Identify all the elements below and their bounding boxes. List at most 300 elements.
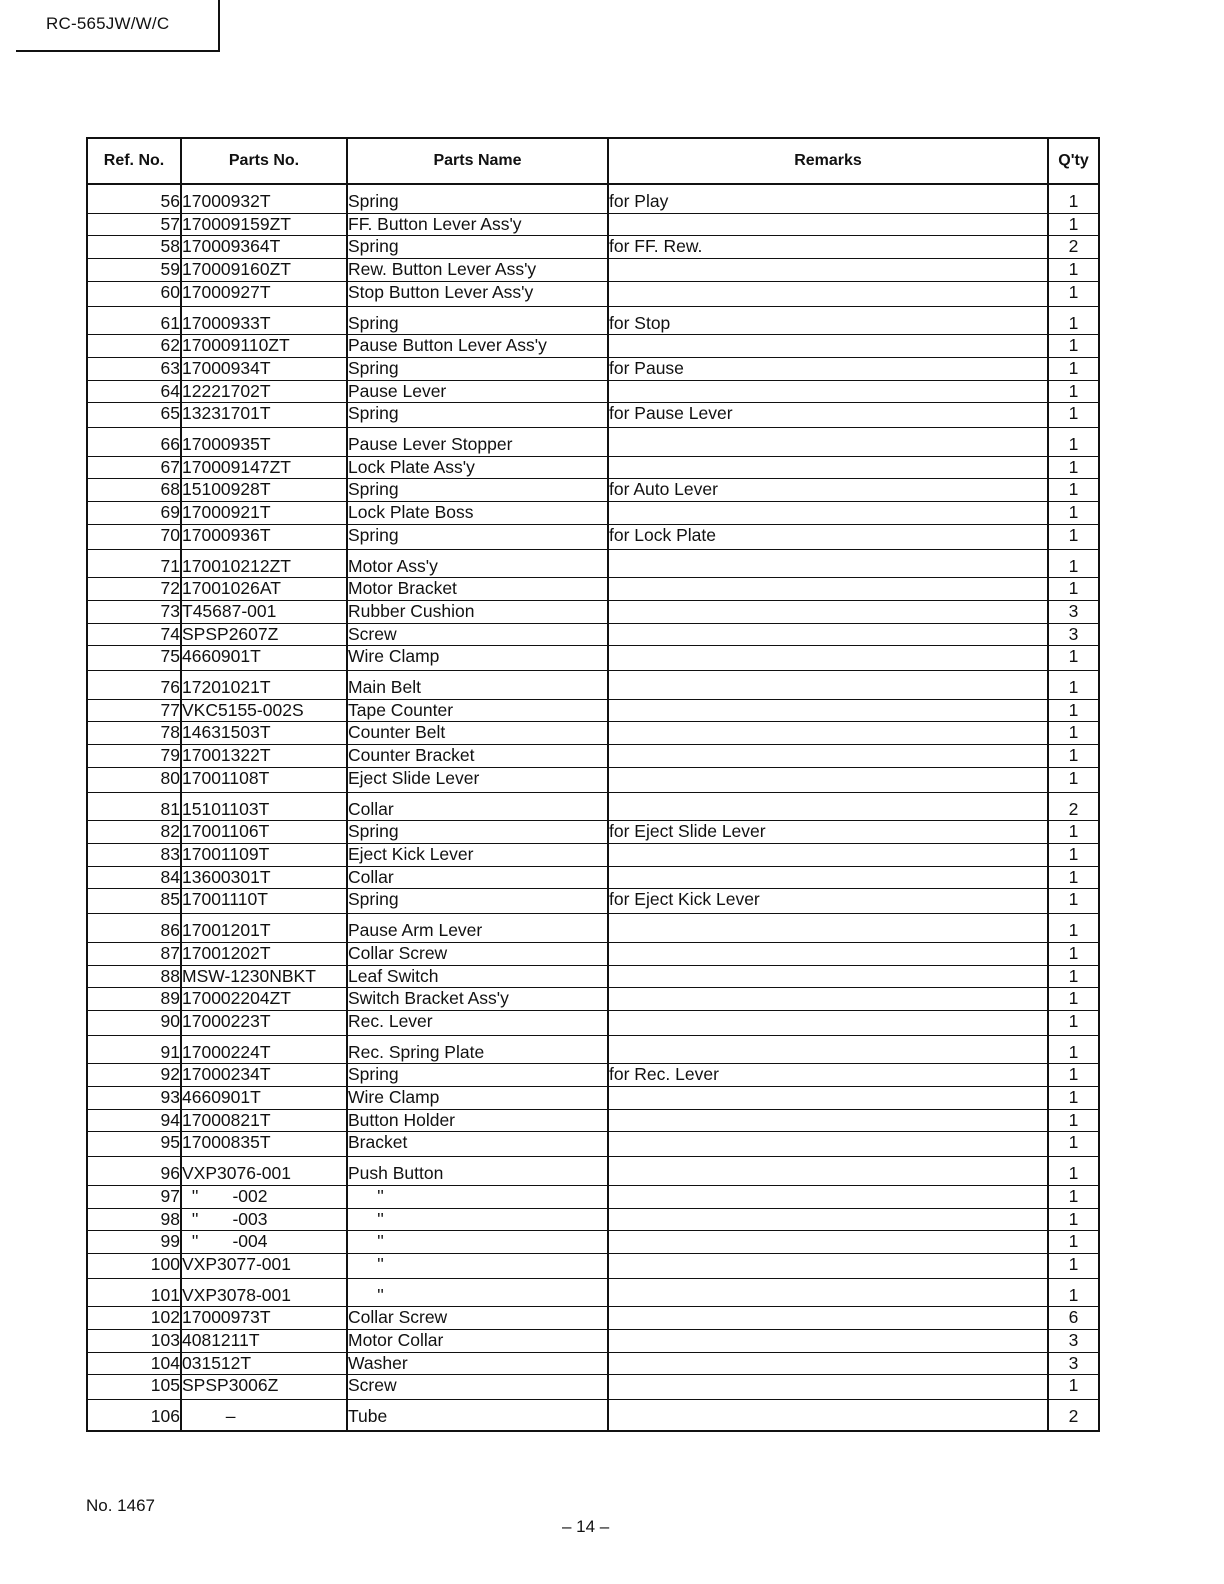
col-header-parts-name: Parts Name xyxy=(347,138,608,184)
cell-remarks xyxy=(608,866,1048,889)
table-row xyxy=(87,306,1099,335)
cell-parts-no: 170009147ZT xyxy=(181,456,347,479)
table-row xyxy=(87,1208,1099,1231)
cell-parts-name: Spring xyxy=(347,184,608,213)
cell-parts-name: Collar Screw xyxy=(347,942,608,965)
cell-ref-no: 89 xyxy=(87,988,181,1011)
cell-qty: 1 xyxy=(1048,745,1099,768)
table-row xyxy=(87,549,1099,578)
cell-parts-name: Screw xyxy=(347,623,608,646)
row-group xyxy=(87,1400,1099,1431)
table-row xyxy=(87,1231,1099,1254)
cell-parts-no: 14631503T xyxy=(181,722,347,745)
cell-parts-no: 170009110ZT xyxy=(181,335,347,358)
cell-ref-no: 56 xyxy=(87,184,181,213)
cell-qty: 1 xyxy=(1048,1278,1099,1307)
cell-parts-name: '' xyxy=(347,1278,608,1307)
cell-ref-no: 92 xyxy=(87,1064,181,1087)
cell-ref-no: 70 xyxy=(87,524,181,549)
cell-parts-name: Screw xyxy=(347,1375,608,1400)
cell-parts-name: Motor Collar xyxy=(347,1330,608,1353)
cell-parts-name: '' xyxy=(347,1231,608,1254)
cell-remarks xyxy=(608,1278,1048,1307)
cell-ref-no: 100 xyxy=(87,1253,181,1278)
cell-parts-name: Bracket xyxy=(347,1132,608,1157)
cell-parts-no: 17001202T xyxy=(181,942,347,965)
cell-remarks xyxy=(608,428,1048,457)
cell-remarks xyxy=(608,1375,1048,1400)
cell-parts-name: Pause Lever xyxy=(347,380,608,403)
cell-parts-name: Collar xyxy=(347,792,608,821)
cell-remarks xyxy=(608,1132,1048,1157)
cell-parts-no: – xyxy=(181,1400,347,1431)
table-row xyxy=(87,821,1099,844)
cell-qty: 1 xyxy=(1048,1157,1099,1186)
cell-qty: 1 xyxy=(1048,1109,1099,1132)
cell-ref-no: 58 xyxy=(87,236,181,259)
cell-ref-no: 101 xyxy=(87,1278,181,1307)
cell-ref-no: 71 xyxy=(87,549,181,578)
table-row xyxy=(87,745,1099,768)
cell-parts-no: 12221702T xyxy=(181,380,347,403)
table-row xyxy=(87,1157,1099,1186)
cell-parts-name: Lock Plate Boss xyxy=(347,502,608,525)
cell-qty: 2 xyxy=(1048,236,1099,259)
cell-parts-no: T45687-001 xyxy=(181,600,347,623)
cell-parts-name: Wire Clamp xyxy=(347,646,608,671)
cell-parts-no: 17001322T xyxy=(181,745,347,768)
cell-parts-no: 17000934T xyxy=(181,357,347,380)
cell-remarks xyxy=(608,722,1048,745)
cell-parts-no: SPSP2607Z xyxy=(181,623,347,646)
parts-list-table xyxy=(86,137,1100,1432)
table-row xyxy=(87,1010,1099,1035)
cell-ref-no: 103 xyxy=(87,1330,181,1353)
cell-ref-no: 97 xyxy=(87,1185,181,1208)
cell-parts-name: Pause Lever Stopper xyxy=(347,428,608,457)
cell-qty: 1 xyxy=(1048,889,1099,914)
cell-parts-no: 17000973T xyxy=(181,1307,347,1330)
table-row xyxy=(87,1064,1099,1087)
cell-remarks: for Lock Plate xyxy=(608,524,1048,549)
cell-qty: 1 xyxy=(1048,988,1099,1011)
cell-ref-no: 82 xyxy=(87,821,181,844)
cell-qty: 6 xyxy=(1048,1307,1099,1330)
cell-ref-no: 62 xyxy=(87,335,181,358)
table-row xyxy=(87,213,1099,236)
cell-qty: 1 xyxy=(1048,549,1099,578)
cell-qty: 1 xyxy=(1048,357,1099,380)
cell-remarks xyxy=(608,767,1048,792)
cell-parts-no: 17000921T xyxy=(181,502,347,525)
cell-parts-name: Motor Bracket xyxy=(347,578,608,601)
cell-remarks xyxy=(608,380,1048,403)
cell-qty: 1 xyxy=(1048,428,1099,457)
cell-qty: 1 xyxy=(1048,335,1099,358)
table-row xyxy=(87,792,1099,821)
cell-remarks: for FF. Rew. xyxy=(608,236,1048,259)
cell-remarks: for Stop xyxy=(608,306,1048,335)
cell-parts-no: 13600301T xyxy=(181,866,347,889)
table-row xyxy=(87,456,1099,479)
cell-parts-no: 170010212ZT xyxy=(181,549,347,578)
cell-parts-name: Wire Clamp xyxy=(347,1087,608,1110)
cell-qty: 1 xyxy=(1048,1185,1099,1208)
table-row xyxy=(87,1035,1099,1064)
cell-ref-no: 73 xyxy=(87,600,181,623)
cell-parts-no: 4081211T xyxy=(181,1330,347,1353)
table-row xyxy=(87,965,1099,988)
cell-qty: 3 xyxy=(1048,623,1099,646)
cell-qty: 1 xyxy=(1048,1375,1099,1400)
cell-remarks xyxy=(608,1035,1048,1064)
table-row xyxy=(87,988,1099,1011)
cell-parts-no: 4660901T xyxy=(181,646,347,671)
cell-ref-no: 94 xyxy=(87,1109,181,1132)
cell-remarks xyxy=(608,1253,1048,1278)
cell-qty: 1 xyxy=(1048,1035,1099,1064)
cell-remarks xyxy=(608,281,1048,306)
table-row xyxy=(87,281,1099,306)
col-header-qty: Q'ty xyxy=(1048,138,1099,184)
cell-parts-name: Spring xyxy=(347,357,608,380)
table-row xyxy=(87,914,1099,943)
page-number: – 14 – xyxy=(562,1517,610,1536)
cell-parts-name: Counter Belt xyxy=(347,722,608,745)
cell-remarks xyxy=(608,1330,1048,1353)
table-row xyxy=(87,623,1099,646)
cell-remarks xyxy=(608,745,1048,768)
cell-ref-no: 63 xyxy=(87,357,181,380)
cell-ref-no: 72 xyxy=(87,578,181,601)
cell-parts-name: Spring xyxy=(347,1064,608,1087)
cell-ref-no: 57 xyxy=(87,213,181,236)
table-row xyxy=(87,524,1099,549)
cell-ref-no: 79 xyxy=(87,745,181,768)
cell-remarks xyxy=(608,259,1048,282)
cell-parts-no: 031512T xyxy=(181,1352,347,1375)
cell-ref-no: 76 xyxy=(87,671,181,700)
cell-remarks xyxy=(608,1208,1048,1231)
cell-ref-no: 75 xyxy=(87,646,181,671)
cell-qty: 2 xyxy=(1048,792,1099,821)
cell-parts-no: '' -004 xyxy=(181,1231,347,1254)
cell-parts-name: Motor Ass'y xyxy=(347,549,608,578)
cell-parts-no: VXP3078-001 xyxy=(181,1278,347,1307)
table-row xyxy=(87,1400,1099,1431)
table-row xyxy=(87,1278,1099,1307)
cell-qty: 1 xyxy=(1048,306,1099,335)
cell-parts-no: 17001109T xyxy=(181,843,347,866)
cell-parts-no: 13231701T xyxy=(181,403,347,428)
cell-qty: 1 xyxy=(1048,646,1099,671)
cell-qty: 1 xyxy=(1048,380,1099,403)
cell-remarks xyxy=(608,549,1048,578)
table-row xyxy=(87,357,1099,380)
table-row xyxy=(87,646,1099,671)
cell-qty: 1 xyxy=(1048,1132,1099,1157)
row-group xyxy=(87,914,1099,1036)
row-group xyxy=(87,671,1099,793)
cell-qty: 1 xyxy=(1048,502,1099,525)
cell-qty: 1 xyxy=(1048,578,1099,601)
cell-qty: 1 xyxy=(1048,1231,1099,1254)
cell-qty: 1 xyxy=(1048,184,1099,213)
table-row xyxy=(87,722,1099,745)
cell-ref-no: 66 xyxy=(87,428,181,457)
col-header-parts-no: Parts No. xyxy=(181,138,347,184)
table-row xyxy=(87,942,1099,965)
cell-parts-name: Spring xyxy=(347,306,608,335)
table-header-row xyxy=(87,138,1099,184)
cell-remarks xyxy=(608,1010,1048,1035)
row-group xyxy=(87,792,1099,914)
cell-parts-no: 15101103T xyxy=(181,792,347,821)
cell-remarks: for Auto Lever xyxy=(608,479,1048,502)
cell-remarks xyxy=(608,965,1048,988)
table-row xyxy=(87,889,1099,914)
model-number: RC-565JW/W/C xyxy=(46,14,170,33)
cell-parts-no: 17000933T xyxy=(181,306,347,335)
cell-parts-name: Pause Arm Lever xyxy=(347,914,608,943)
table-row xyxy=(87,843,1099,866)
table-row xyxy=(87,236,1099,259)
cell-remarks xyxy=(608,646,1048,671)
cell-qty: 1 xyxy=(1048,914,1099,943)
cell-parts-no: 17001110T xyxy=(181,889,347,914)
table-row xyxy=(87,1253,1099,1278)
cell-parts-no: '' -002 xyxy=(181,1185,347,1208)
cell-remarks xyxy=(608,942,1048,965)
cell-parts-no: 17000927T xyxy=(181,281,347,306)
cell-qty: 1 xyxy=(1048,259,1099,282)
cell-parts-no: 17001106T xyxy=(181,821,347,844)
cell-ref-no: 86 xyxy=(87,914,181,943)
cell-parts-no: 17000821T xyxy=(181,1109,347,1132)
cell-ref-no: 69 xyxy=(87,502,181,525)
cell-qty: 1 xyxy=(1048,524,1099,549)
cell-remarks xyxy=(608,578,1048,601)
cell-parts-no: VKC5155-002S xyxy=(181,699,347,722)
cell-qty: 3 xyxy=(1048,1330,1099,1353)
cell-qty: 3 xyxy=(1048,600,1099,623)
cell-ref-no: 106 xyxy=(87,1400,181,1431)
cell-remarks xyxy=(608,699,1048,722)
cell-parts-no: SPSP3006Z xyxy=(181,1375,347,1400)
cell-ref-no: 80 xyxy=(87,767,181,792)
table-row xyxy=(87,502,1099,525)
cell-parts-name: Washer xyxy=(347,1352,608,1375)
table-row xyxy=(87,335,1099,358)
cell-parts-name: Spring xyxy=(347,479,608,502)
cell-ref-no: 87 xyxy=(87,942,181,965)
cell-remarks xyxy=(608,1352,1048,1375)
cell-parts-no: 17000223T xyxy=(181,1010,347,1035)
cell-remarks xyxy=(608,988,1048,1011)
cell-parts-no: VXP3076-001 xyxy=(181,1157,347,1186)
col-header-ref-no: Ref. No. xyxy=(87,138,181,184)
cell-remarks xyxy=(608,843,1048,866)
row-group xyxy=(87,1035,1099,1157)
cell-remarks xyxy=(608,335,1048,358)
cell-ref-no: 91 xyxy=(87,1035,181,1064)
cell-parts-name: Rew. Button Lever Ass'y xyxy=(347,259,608,282)
table-row xyxy=(87,1330,1099,1353)
cell-parts-name: Tube xyxy=(347,1400,608,1431)
cell-remarks: for Rec. Lever xyxy=(608,1064,1048,1087)
cell-parts-name: Collar Screw xyxy=(347,1307,608,1330)
cell-parts-name: Rec. Lever xyxy=(347,1010,608,1035)
cell-parts-no: MSW-1230NBKT xyxy=(181,965,347,988)
cell-parts-no: 4660901T xyxy=(181,1087,347,1110)
cell-parts-name: Tape Counter xyxy=(347,699,608,722)
cell-parts-name: Pause Button Lever Ass'y xyxy=(347,335,608,358)
cell-ref-no: 105 xyxy=(87,1375,181,1400)
cell-ref-no: 64 xyxy=(87,380,181,403)
cell-ref-no: 102 xyxy=(87,1307,181,1330)
cell-qty: 1 xyxy=(1048,1087,1099,1110)
row-group xyxy=(87,1278,1099,1400)
cell-remarks xyxy=(608,1087,1048,1110)
cell-parts-name: Spring xyxy=(347,821,608,844)
cell-parts-name: Rubber Cushion xyxy=(347,600,608,623)
cell-remarks xyxy=(608,1157,1048,1186)
cell-parts-name: '' xyxy=(347,1253,608,1278)
cell-parts-name: Eject Slide Lever xyxy=(347,767,608,792)
cell-parts-name: Rec. Spring Plate xyxy=(347,1035,608,1064)
table-row xyxy=(87,866,1099,889)
cell-ref-no: 84 xyxy=(87,866,181,889)
cell-remarks xyxy=(608,792,1048,821)
cell-parts-name: Stop Button Lever Ass'y xyxy=(347,281,608,306)
cell-qty: 2 xyxy=(1048,1400,1099,1431)
model-box xyxy=(16,0,220,52)
cell-parts-no: VXP3077-001 xyxy=(181,1253,347,1278)
cell-qty: 1 xyxy=(1048,821,1099,844)
cell-parts-no: 17000932T xyxy=(181,184,347,213)
row-group xyxy=(87,184,1099,306)
cell-parts-name: Spring xyxy=(347,403,608,428)
cell-qty: 1 xyxy=(1048,767,1099,792)
cell-remarks: for Pause xyxy=(608,357,1048,380)
table-row xyxy=(87,428,1099,457)
cell-parts-name: Push Button xyxy=(347,1157,608,1186)
cell-qty: 1 xyxy=(1048,456,1099,479)
cell-ref-no: 65 xyxy=(87,403,181,428)
cell-remarks xyxy=(608,1400,1048,1431)
cell-parts-no: 17000835T xyxy=(181,1132,347,1157)
cell-ref-no: 90 xyxy=(87,1010,181,1035)
cell-parts-no: 170002204ZT xyxy=(181,988,347,1011)
cell-qty: 1 xyxy=(1048,722,1099,745)
cell-ref-no: 77 xyxy=(87,699,181,722)
row-group xyxy=(87,549,1099,671)
cell-parts-name: Leaf Switch xyxy=(347,965,608,988)
cell-parts-name: Spring xyxy=(347,236,608,259)
cell-remarks: for Eject Slide Lever xyxy=(608,821,1048,844)
cell-ref-no: 67 xyxy=(87,456,181,479)
table-row xyxy=(87,1087,1099,1110)
cell-qty: 1 xyxy=(1048,479,1099,502)
cell-remarks xyxy=(608,502,1048,525)
cell-parts-no: 17001108T xyxy=(181,767,347,792)
cell-ref-no: 98 xyxy=(87,1208,181,1231)
cell-remarks xyxy=(608,600,1048,623)
cell-qty: 1 xyxy=(1048,281,1099,306)
cell-remarks xyxy=(608,671,1048,700)
cell-remarks: for Play xyxy=(608,184,1048,213)
cell-parts-name: '' xyxy=(347,1185,608,1208)
table-row xyxy=(87,578,1099,601)
cell-remarks: for Eject Kick Lever xyxy=(608,889,1048,914)
cell-qty: 1 xyxy=(1048,1208,1099,1231)
cell-parts-name: Main Belt xyxy=(347,671,608,700)
table-row xyxy=(87,380,1099,403)
cell-parts-no: 17000935T xyxy=(181,428,347,457)
table-row xyxy=(87,403,1099,428)
cell-qty: 1 xyxy=(1048,942,1099,965)
cell-parts-name: Spring xyxy=(347,889,608,914)
cell-ref-no: 74 xyxy=(87,623,181,646)
cell-parts-name: Switch Bracket Ass'y xyxy=(347,988,608,1011)
cell-parts-name: Counter Bracket xyxy=(347,745,608,768)
cell-ref-no: 88 xyxy=(87,965,181,988)
cell-qty: 1 xyxy=(1048,866,1099,889)
cell-parts-name: Lock Plate Ass'y xyxy=(347,456,608,479)
cell-qty: 1 xyxy=(1048,843,1099,866)
cell-remarks xyxy=(608,213,1048,236)
cell-ref-no: 59 xyxy=(87,259,181,282)
cell-qty: 1 xyxy=(1048,671,1099,700)
document-number: No. 1467 xyxy=(86,1496,155,1515)
cell-qty: 3 xyxy=(1048,1352,1099,1375)
cell-ref-no: 104 xyxy=(87,1352,181,1375)
cell-remarks xyxy=(608,456,1048,479)
cell-ref-no: 83 xyxy=(87,843,181,866)
cell-parts-name: Eject Kick Lever xyxy=(347,843,608,866)
cell-ref-no: 99 xyxy=(87,1231,181,1254)
cell-parts-no: 170009159ZT xyxy=(181,213,347,236)
table-row xyxy=(87,767,1099,792)
row-group xyxy=(87,1157,1099,1279)
table-row xyxy=(87,479,1099,502)
cell-parts-name: Collar xyxy=(347,866,608,889)
row-group xyxy=(87,306,1099,428)
cell-ref-no: 81 xyxy=(87,792,181,821)
cell-ref-no: 93 xyxy=(87,1087,181,1110)
table-row xyxy=(87,1352,1099,1375)
cell-remarks xyxy=(608,914,1048,943)
table-row xyxy=(87,1375,1099,1400)
cell-ref-no: 96 xyxy=(87,1157,181,1186)
cell-ref-no: 60 xyxy=(87,281,181,306)
cell-remarks xyxy=(608,1185,1048,1208)
cell-parts-no: 17001201T xyxy=(181,914,347,943)
cell-parts-name: Spring xyxy=(347,524,608,549)
cell-qty: 1 xyxy=(1048,699,1099,722)
cell-qty: 1 xyxy=(1048,1253,1099,1278)
cell-remarks: for Pause Lever xyxy=(608,403,1048,428)
cell-ref-no: 61 xyxy=(87,306,181,335)
cell-parts-no: 17000224T xyxy=(181,1035,347,1064)
cell-qty: 1 xyxy=(1048,965,1099,988)
cell-remarks xyxy=(608,1109,1048,1132)
cell-parts-no: 17000234T xyxy=(181,1064,347,1087)
cell-ref-no: 68 xyxy=(87,479,181,502)
cell-parts-no: 17201021T xyxy=(181,671,347,700)
table-row xyxy=(87,600,1099,623)
table-row xyxy=(87,1307,1099,1330)
